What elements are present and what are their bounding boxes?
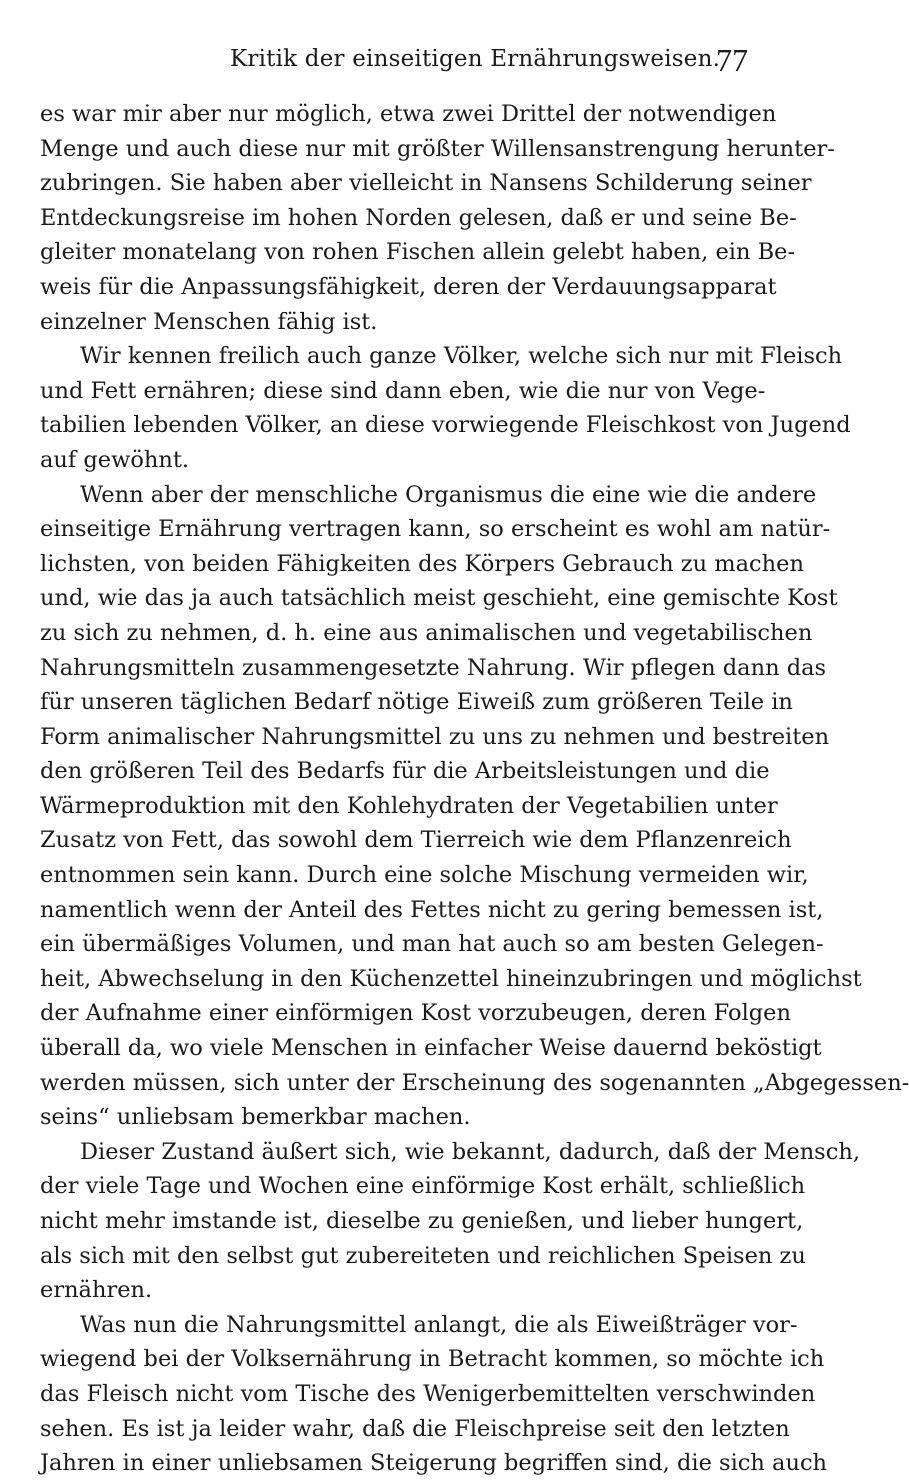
text-line: und Fett ernähren; diese sind dann eben, wie die nur von Vege- (40, 377, 766, 404)
text-line: ein übermäßiges Volumen, und man hat auch so am besten Gelegen- (40, 931, 824, 958)
text-line: den größeren Teil des Bedarfs für die Arbeitsleistungen und die (40, 758, 770, 785)
text-line: einseitige Ernährung vertragen kann, so erscheint es wohl am natür- (40, 516, 831, 543)
text-line: Dieser Zustand äußert sich, wie bekannt, dadurch, daß der Mensch, (80, 1138, 860, 1165)
text-line: Was nun die Nahrungsmittel anlangt, die als Eiweißträger vor- (80, 1311, 798, 1338)
text-line: gleiter monatelang von rohen Fischen allein gelebt haben, ein Be- (40, 239, 796, 266)
text-line: ernähren. (40, 1277, 153, 1304)
page-number: 77 (716, 42, 748, 78)
text-line: zu sich zu nehmen, d. h. eine aus animalischen und vegetabilischen (40, 619, 813, 646)
text-line: entnommen sein kann. Durch eine solche Mischung vermeiden wir, (40, 862, 809, 889)
body-text (40, 97, 909, 1481)
text-line: zubringen. Sie haben aber vielleicht in Nansens Schilderung seiner (40, 170, 812, 197)
text-line: überall da, wo viele Menschen in einfacher Weise dauernd beköstigt (40, 1035, 822, 1062)
text-line: der Aufnahme einer einförmigen Kost vorzubeugen, deren Folgen (40, 1000, 791, 1027)
text-line: Menge und auch diese nur mit größter Willensanstrengung herunter- (40, 135, 835, 162)
text-line: für unseren täglichen Bedarf nötige Eiweiß zum größeren Teile in (40, 689, 793, 716)
text-line: Entdeckungsreise im hohen Norden gelesen, daß er und seine Be- (40, 204, 797, 231)
text-line: Jahren in einer unliebsamen Steigerung begriffen sind, die sich auch (40, 1450, 828, 1477)
running-title: Kritik der einseitigen Ernährungsweisen. (230, 46, 721, 72)
text-line: auf gewöhnt. (40, 446, 190, 473)
text-line: es war mir aber nur möglich, etwa zwei Drittel der notwendigen (40, 101, 777, 127)
text-line: wiegend bei der Volksernährung in Betracht kommen, so möchte ich (40, 1346, 825, 1373)
text-line: als sich mit den selbst gut zubereiteten und reichlichen Speisen zu (40, 1242, 806, 1269)
text-line: und, wie das ja auch tatsächlich meist geschieht, eine gemischte Kost (40, 585, 838, 612)
text-line: das Fleisch nicht vom Tische des Wenigerbemittelten verschwinden (40, 1380, 816, 1407)
text-line: heit, Abwechselung in den Küchenzettel hineinzubringen und möglichst (40, 965, 862, 992)
text-line: werden müssen, sich unter der Erscheinung des sogenannten „Abgegessen- (40, 1069, 909, 1096)
text-line: Wir kennen freilich auch ganze Völker, welche sich nur mit Fleisch (80, 343, 843, 370)
text-line: Nahrungsmitteln zusammengesetzte Nahrung. Wir pflegen dann das (40, 654, 827, 681)
text-line: namentlich wenn der Anteil des Fettes nicht zu gering bemessen ist, (40, 896, 824, 923)
running-head (40, 42, 748, 82)
text-line: einzelner Menschen fähig ist. (40, 308, 378, 335)
text-line: seins“ unliebsam bemerkbar machen. (40, 1104, 471, 1131)
text-line: lichsten, von beiden Fähigkeiten des Körpers Gebrauch zu machen (40, 550, 804, 577)
text-line: weis für die Anpassungsfähigkeit, deren der Verdauungsapparat (40, 273, 777, 300)
text-line: der viele Tage und Wochen eine einförmige Kost erhält, schließlich (40, 1173, 806, 1200)
text-line: nicht mehr imstande ist, dieselbe zu genießen, und lieber hungert, (40, 1208, 804, 1234)
text-line: Wenn aber der menschliche Organismus die eine wie die andere (80, 481, 817, 508)
text-line: Zusatz von Fett, das sowohl dem Tierreich wie dem Pflanzenreich (40, 827, 792, 854)
text-line: tabilien lebenden Völker, an diese vorwiegende Fleischkost von Jugend (40, 412, 851, 439)
text-line: sehen. Es ist ja leider wahr, daß die Fleischpreise seit den letzten (40, 1415, 790, 1442)
text-line: Wärmeproduktion mit den Kohlehydraten der Vegetabilien unter (40, 792, 778, 819)
text-line: Form animalischer Nahrungsmittel zu uns zu nehmen und bestreiten (40, 723, 830, 750)
